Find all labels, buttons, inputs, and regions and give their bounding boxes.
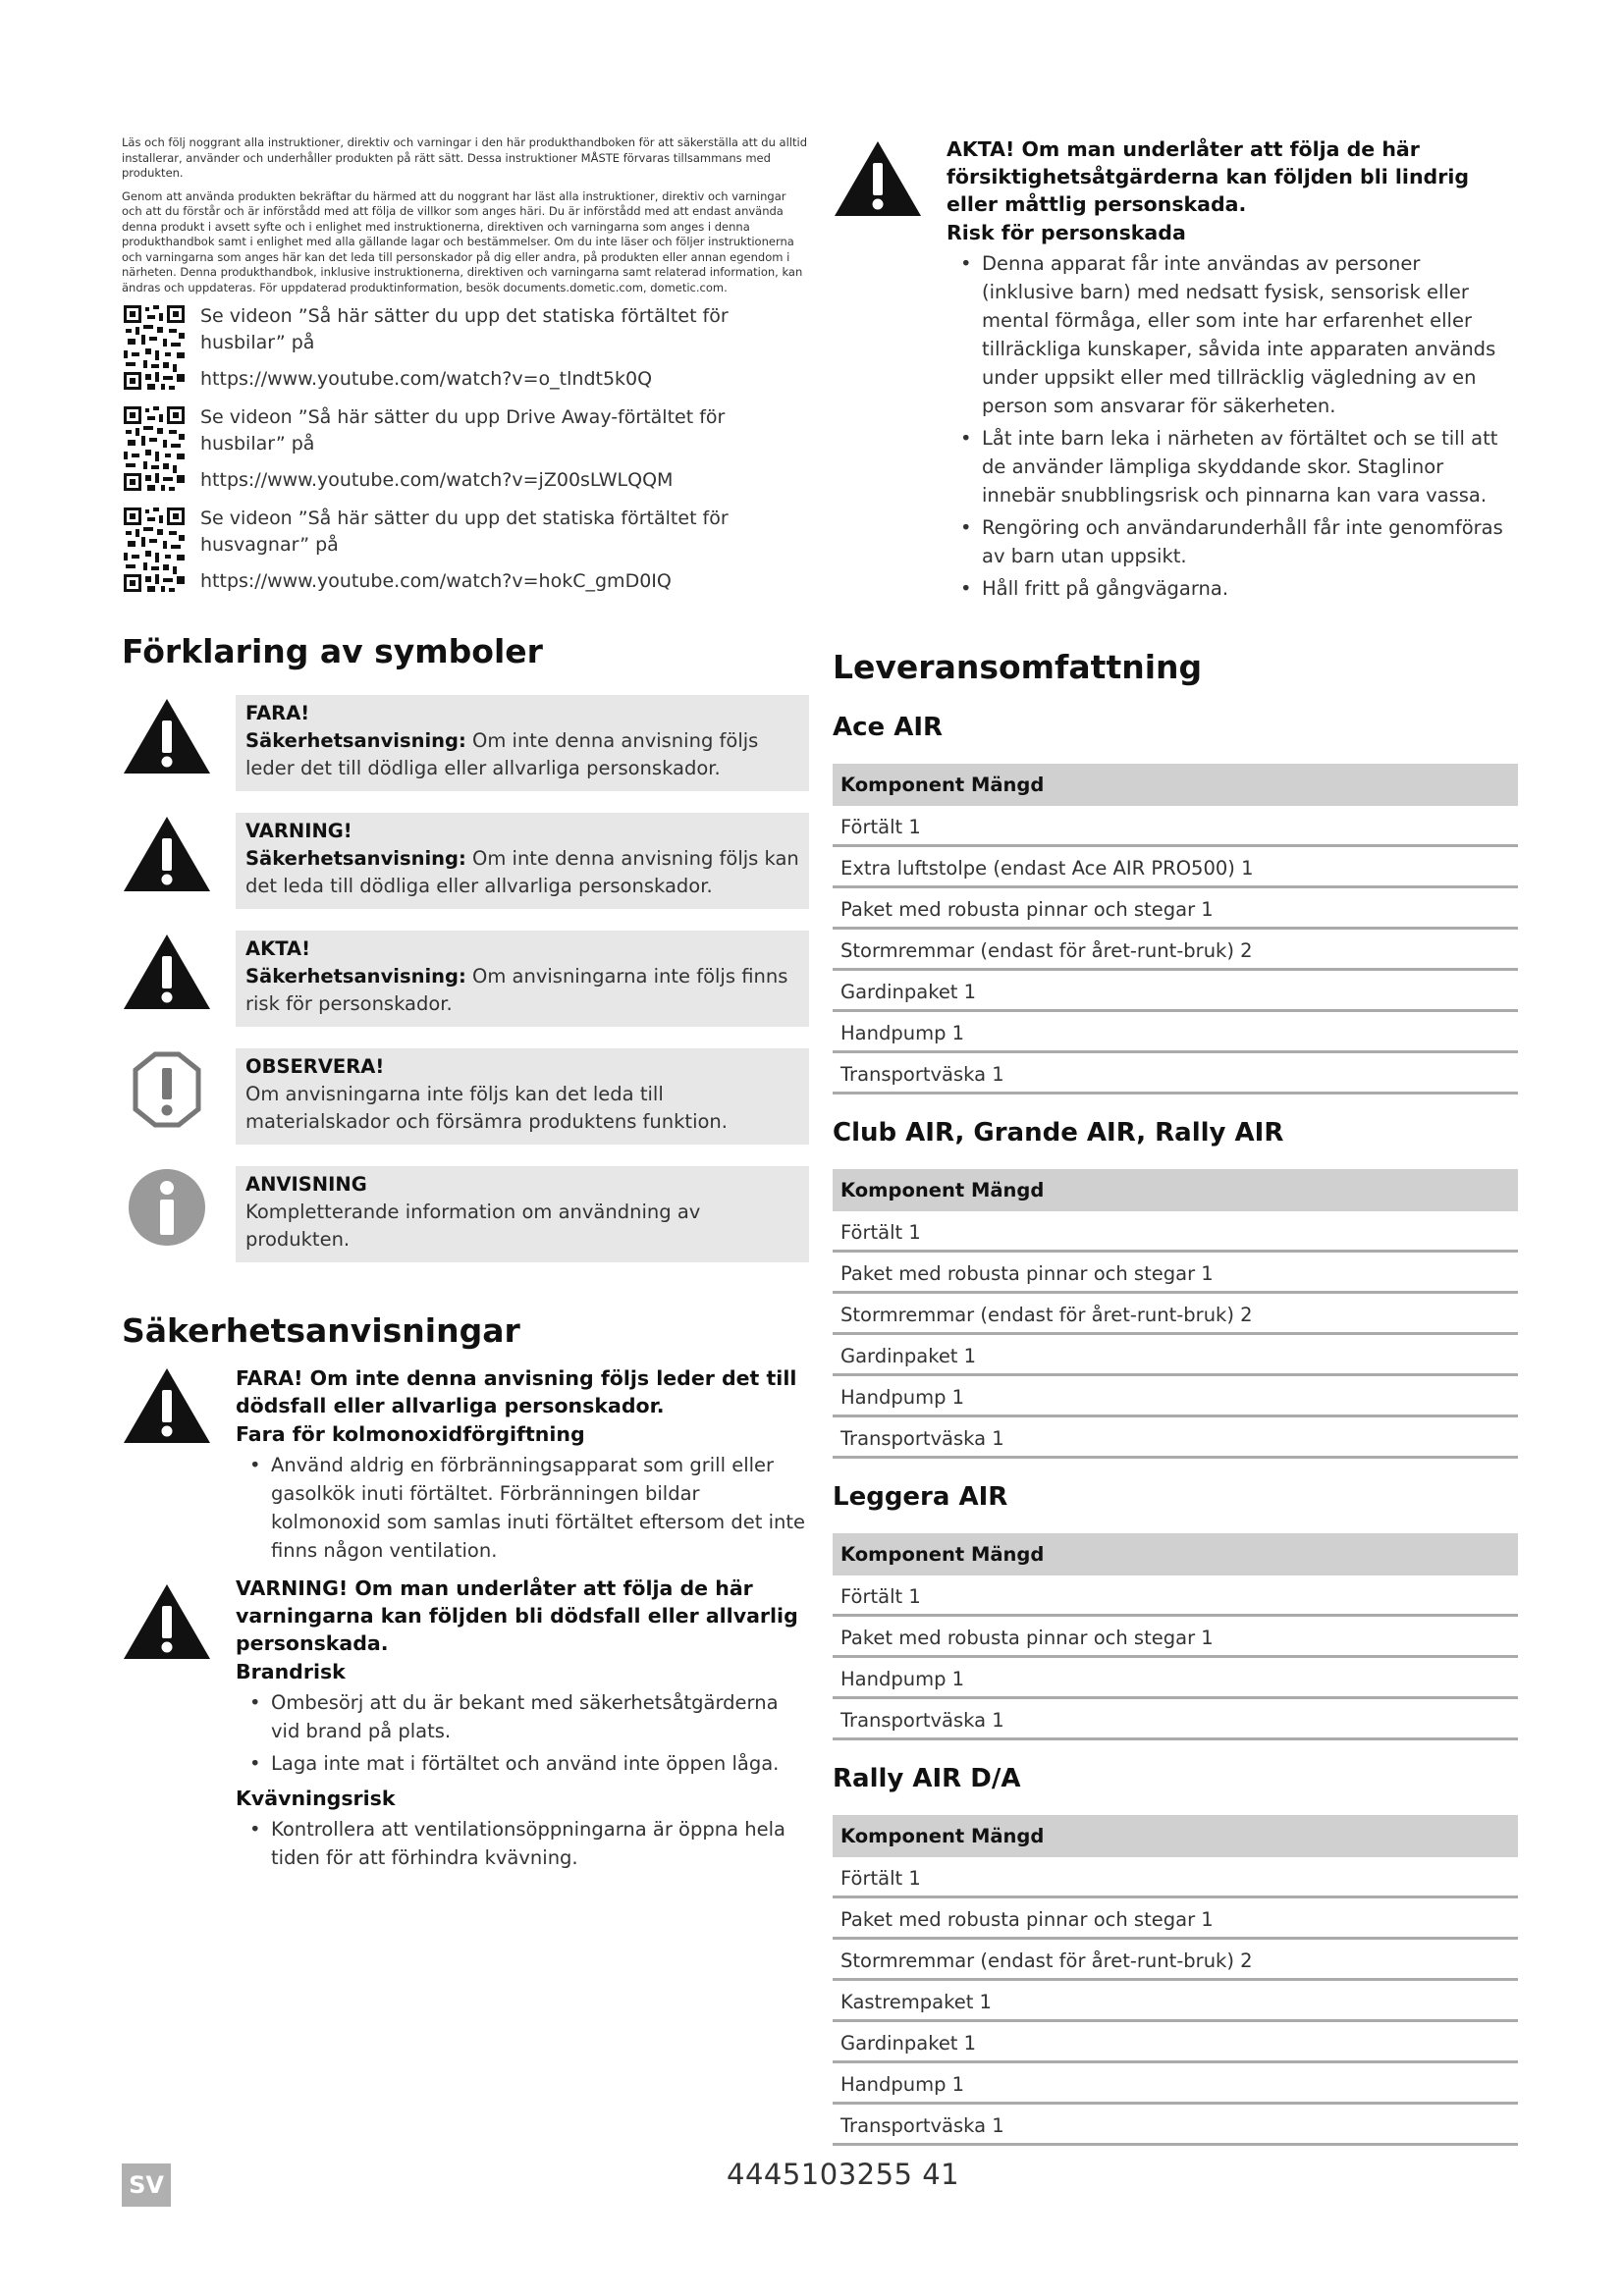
table-cell: Förtält 1 (833, 1857, 1518, 1897)
symbol-text: Kompletterande information om användning av produkten. (245, 1201, 701, 1251)
video-url[interactable]: https://www.youtube.com/watch?v=o_tlndt5k0Q (200, 368, 653, 390)
qr-code-icon (122, 303, 187, 392)
caution-triangle-icon (833, 137, 923, 220)
intro-text (122, 135, 809, 295)
symbol-header: VARNING! (245, 820, 352, 842)
table-cell: Paket med robusta pinnar och stegar 1 (833, 1897, 1518, 1939)
table-cell: Förtält 1 (833, 1575, 1518, 1616)
table-row (833, 1857, 1518, 1897)
table-cell: Förtält 1 (833, 806, 1518, 846)
product-heading: Leggera AIR (833, 1482, 1008, 1512)
list-item: • Använd aldrig en förbränningsapparat som grill eller gasolkök inuti förtältet. Förbränningen bildar kolmonoxid som samlas inuti förtältet eftersom det inte finns någon ventilation. (236, 1451, 809, 1565)
symbol-info (122, 1166, 809, 1262)
table-row (833, 929, 1518, 970)
table-row (833, 1334, 1518, 1375)
table-cell: Paket med robusta pinnar och stegar 1 (833, 887, 1518, 929)
table-cell: Transportväska 1 (833, 1052, 1518, 1094)
list-item: • Ombesörj att du är bekant med säkerhetsåtgärderna vid brand på plats. (236, 1688, 809, 1745)
list-item: • Denna apparat får inte användas av personer (inklusive barn) med nedsatt fysisk, sensorisk eller mental förmåga, eller som inte har erfarenhet eller tillräckliga kunskaper, såvida inte apparaten används under uppsikt eller med tillräcklig vägledning av en person som ansvarar för säkerheten. (947, 249, 1518, 420)
warning-triangle-icon (122, 813, 212, 895)
video-description: Se videon ”Så här sätter du upp det statiska förtältet för husbilar” på (200, 305, 729, 353)
table-cell: Gardinpaket 1 (833, 2021, 1518, 2062)
caution-triangle-icon (122, 931, 212, 1013)
page-number: 4445103255 41 (727, 2158, 960, 2191)
symbol-label: Säkerhetsanvisning: (245, 729, 466, 752)
symbol-text: Om inte denna anvisning följs leder det till dödliga eller allvarliga personskador. (245, 729, 759, 779)
intro-paragraph-1: Läs och följ noggrant alla instruktioner, direktiv och varningar i den här produkthandboken för att säkerställa att du alltid installerar, använder och underhåller produkten på rätt sätt. Dessa instruktioner MÅSTE förvaras tillsammans med produkten. (122, 135, 807, 180)
table-cell: Stormremmar (endast för året-runt-bruk) 2 (833, 1939, 1518, 1980)
table-row (833, 2021, 1518, 2062)
safety-caution-header: AKTA! Om man underlåter att följa de här försiktighetsåtgärderna kan följden bli lindrig eller måttlig personskada. (947, 137, 1470, 216)
component-table (833, 1169, 1518, 1459)
table-row (833, 1375, 1518, 1416)
video-link-3 (122, 506, 809, 595)
table-row (833, 1616, 1518, 1657)
symbol-text: Om anvisningarna inte följs kan det leda till materialskador och försämra produktens funktion. (245, 1083, 728, 1133)
table-cell: Paket med robusta pinnar och stegar 1 (833, 1616, 1518, 1657)
table-cell: Gardinpaket 1 (833, 970, 1518, 1011)
safety-danger-header: FARA! Om inte denna anvisning följs leder det till dödsfall eller allvarliga personskador. (236, 1366, 797, 1417)
table-cell: Transportväska 1 (833, 2104, 1518, 2145)
table-row (833, 846, 1518, 887)
table-row (833, 1252, 1518, 1293)
danger-warning-icon (122, 1364, 212, 1447)
intro-paragraph-2: Genom att använda produkten bekräftar du härmed att du noggrant har läst alla instruktioner, direktiv och varningar och att du förstår och är införstådd med att följa de villkor som anges häri. Du är införstådd med att endast använda denna produkt i avsett syfte och i enlighet med instruktionerna, direktiven och varningarna som anges i denna produkthandbok samt i enlighet med alla gällande lagar och bestämmelser. Om du inte läser och följer instruktionerna och varningarna som anges här kan det leda till personskador på dig eller andra, på produkten eller annan egendom i närheten. Denna produkthandbok, inklusive instruktionerna, direktiven och varningarna samt relaterad information, kan ändras och uppdateras. För uppdaterad produktinformation, besök documents.dometic.com, dometic.com. (122, 188, 803, 294)
symbols-title: Förklaring av symboler (122, 632, 543, 670)
table-row (833, 1897, 1518, 1939)
right-column (833, 135, 1518, 2146)
symbol-notice (122, 1048, 809, 1145)
video-link-2 (122, 404, 809, 494)
video-description: Se videon ”Så här sätter du upp det statiska förtältet för husvagnar” på (200, 507, 729, 556)
table-cell: Kastrempaket 1 (833, 1980, 1518, 2021)
product-heading: Rally AIR D/A (833, 1764, 1021, 1793)
table-cell: Handpump 1 (833, 2062, 1518, 2104)
list-item: • Rengöring och användarunderhåll får inte genomföras av barn utan uppsikt. (947, 513, 1518, 570)
risk-heading: Brandrisk (236, 1660, 346, 1683)
table-header: Komponent Mängd (833, 764, 1518, 806)
symbol-danger (122, 695, 809, 791)
table-row (833, 1939, 1518, 1980)
table-cell: Transportväska 1 (833, 1416, 1518, 1458)
symbol-label: Säkerhetsanvisning: (245, 847, 466, 870)
table-row (833, 1657, 1518, 1698)
table-cell: Handpump 1 (833, 1657, 1518, 1698)
list-item: • Laga inte mat i förtältet och använd inte öppen låga. (236, 1749, 809, 1778)
table-cell: Gardinpaket 1 (833, 1334, 1518, 1375)
table-cell: Förtält 1 (833, 1211, 1518, 1252)
table-cell: Paket med robusta pinnar och stegar 1 (833, 1252, 1518, 1293)
safety-warning-block (122, 1575, 809, 1878)
symbol-caution (122, 931, 809, 1027)
symbol-header: AKTA! (245, 937, 310, 960)
symbol-label: Säkerhetsanvisning: (245, 965, 466, 988)
table-row (833, 806, 1518, 846)
safety-title: Säkerhetsanvisningar (122, 1311, 520, 1350)
table-row (833, 1211, 1518, 1252)
delivery-title: Leveransomfattning (833, 648, 1203, 686)
left-column (122, 135, 809, 1882)
table-row (833, 1052, 1518, 1094)
table-cell: Handpump 1 (833, 1375, 1518, 1416)
symbol-header: FARA! (245, 702, 310, 724)
symbol-warning (122, 813, 809, 909)
danger-warning-icon (122, 695, 212, 777)
qr-code-icon (122, 506, 187, 594)
risk-heading: Risk för personskada (947, 221, 1186, 244)
symbol-text: Om inte denna anvisning följs kan det leda till dödliga eller allvarliga personskador. (245, 847, 799, 897)
list-item: • Håll fritt på gångvägarna. (947, 574, 1518, 603)
video-description: Se videon ”Så här sätter du upp Drive Away-förtältet för husbilar” på (200, 406, 726, 454)
table-cell: Transportväska 1 (833, 1698, 1518, 1739)
table-row (833, 970, 1518, 1011)
list-item: • Låt inte barn leka i närheten av förtältet och se till att de använder lämpliga skyddande skor. Staglinor innebär snubblingsrisk och pinnarna kan vara vassa. (947, 424, 1518, 509)
table-cell: Handpump 1 (833, 1011, 1518, 1052)
table-cell: Stormremmar (endast för året-runt-bruk) 2 (833, 929, 1518, 970)
table-header: Komponent Mängd (833, 1169, 1518, 1211)
symbol-header: ANVISNING (245, 1173, 367, 1196)
qr-code-icon (122, 404, 187, 493)
table-row (833, 1980, 1518, 2021)
table-cell: Stormremmar (endast för året-runt-bruk) 2 (833, 1293, 1518, 1334)
risk-heading: Kvävningsrisk (236, 1787, 396, 1810)
table-row (833, 1698, 1518, 1739)
component-table (833, 1533, 1518, 1740)
list-item: • Kontrollera att ventilationsöppningarna är öppna hela tiden för att förhindra kvävning. (236, 1815, 809, 1872)
table-row (833, 1293, 1518, 1334)
table-header: Komponent Mängd (833, 1815, 1518, 1857)
symbol-text: Om anvisningarna inte följs finns risk för personskador. (245, 965, 788, 1015)
video-link-1 (122, 303, 809, 393)
symbol-header: OBSERVERA! (245, 1055, 385, 1078)
table-row (833, 2062, 1518, 2104)
component-table (833, 764, 1518, 1095)
video-url[interactable]: https://www.youtube.com/watch?v=hokC_gmD0IQ (200, 570, 672, 592)
product-heading: Ace AIR (833, 713, 944, 742)
table-cell: Extra luftstolpe (endast Ace AIR PRO500) 1 (833, 846, 1518, 887)
language-badge: SV (122, 2163, 171, 2207)
safety-warning-header: VARNING! Om man underlåter att följa de här varningarna kan följden bli dödsfall eller allvarlig personskada. (236, 1576, 798, 1655)
risk-heading: Fara för kolmonoxidförgiftning (236, 1422, 585, 1446)
table-header: Komponent Mängd (833, 1533, 1518, 1575)
warning-triangle-icon (122, 1580, 212, 1663)
video-url[interactable]: https://www.youtube.com/watch?v=jZ00sLWLQQM (200, 469, 674, 491)
component-table (833, 1815, 1518, 2146)
notice-octagon-icon (122, 1048, 212, 1131)
table-row (833, 1575, 1518, 1616)
product-heading: Club AIR, Grande AIR, Rally AIR (833, 1118, 1284, 1148)
table-row (833, 2104, 1518, 2145)
info-icon (122, 1166, 212, 1249)
safety-danger-block (122, 1364, 809, 1571)
table-row (833, 887, 1518, 929)
table-row (833, 1011, 1518, 1052)
table-row (833, 1416, 1518, 1458)
safety-caution-block (833, 135, 1518, 609)
